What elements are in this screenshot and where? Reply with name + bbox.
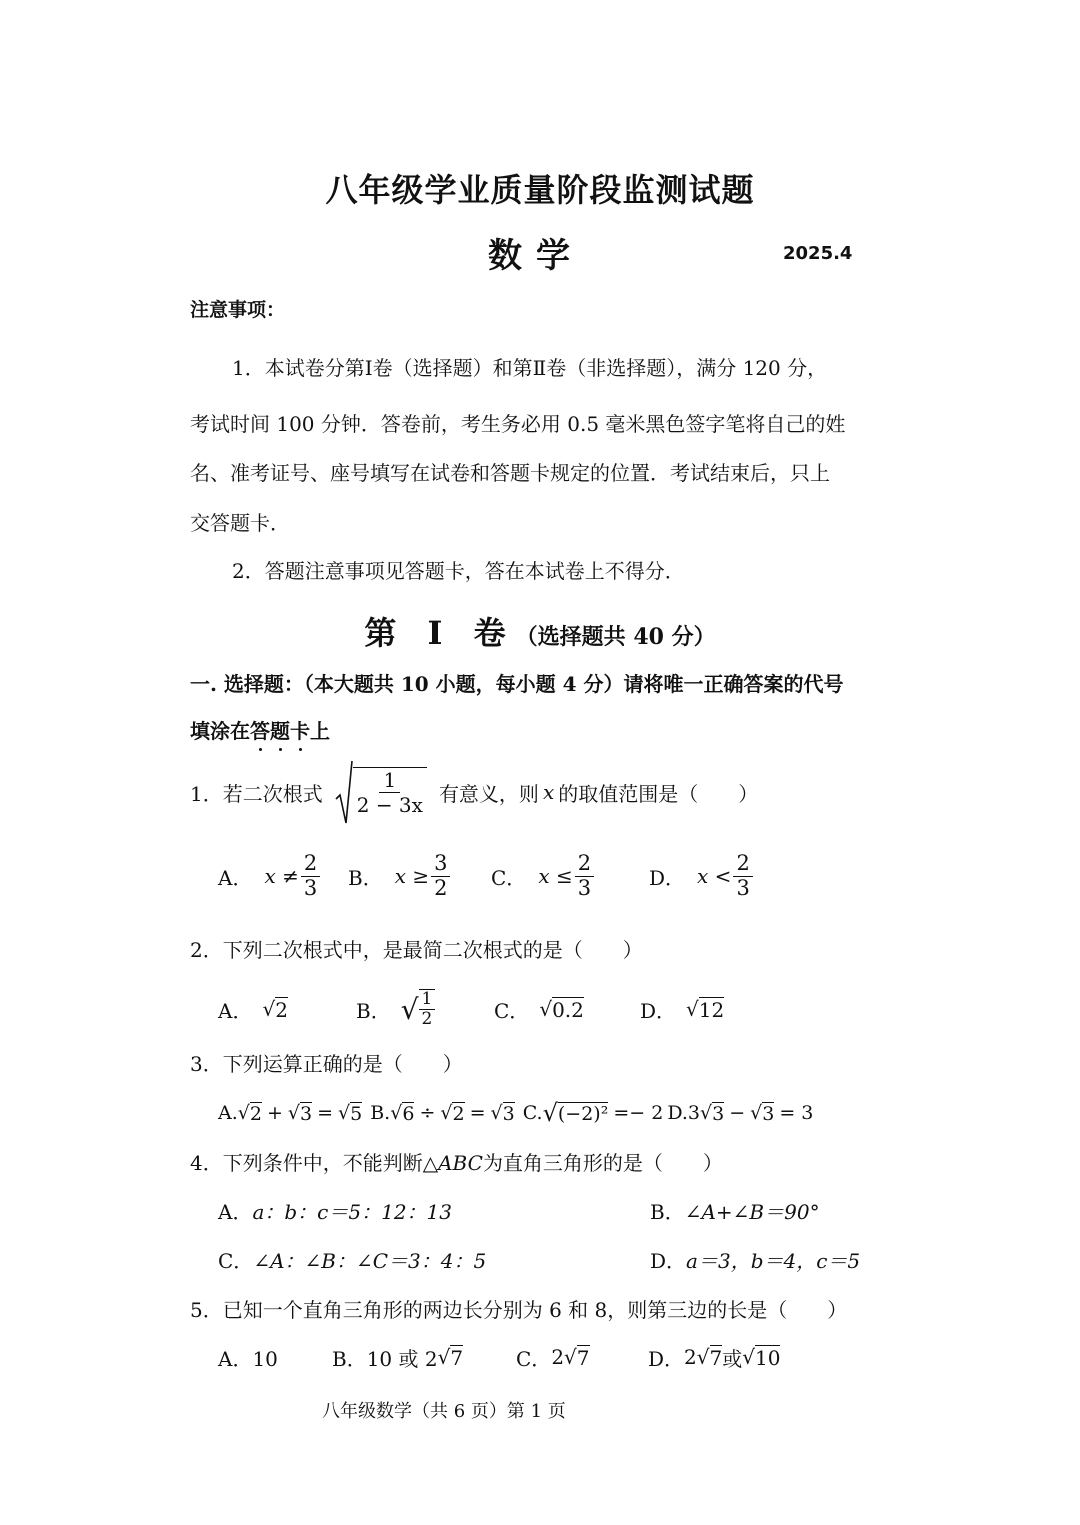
option-lhs: x ≤ [538, 864, 573, 888]
option-text: ∠A+∠B＝90° [684, 1200, 820, 1224]
q1-radicand-den: 2 − 3x [356, 793, 423, 817]
q4-option-d [650, 1245, 860, 1274]
notice-item1-line4: 交答题卡． [190, 511, 290, 535]
q4-option-a [218, 1196, 452, 1225]
option-fraction [733, 852, 752, 899]
operator: = [317, 1102, 334, 1124]
q1-option-a [218, 852, 348, 899]
q1-option-d [649, 852, 755, 899]
radicand: 3 [502, 1102, 515, 1125]
option-label: A． [218, 865, 253, 890]
option-text: ∠A：∠B：∠C＝3：4：5 [253, 1249, 487, 1273]
radicand: 5 [350, 1102, 363, 1125]
q3-option-d: D. 3 √ 3 − √ 3 = 3 [667, 1102, 814, 1125]
radicand: 0.2 [552, 997, 584, 1022]
q1-stem-b: 有意义，则 [438, 781, 539, 806]
option-text: 10 [252, 1346, 278, 1371]
radicand: 2 [275, 997, 288, 1022]
option-label: C. [522, 1102, 543, 1124]
section1-line1: 一. 选择题：（本大题共 10 小题，每小题 4 分）请将唯一正确答案的代号 [190, 672, 844, 696]
question-3: 3．下列运算正确的是（ ） [190, 1052, 463, 1076]
option-label: A． [218, 1200, 253, 1224]
operator: − [729, 1102, 746, 1124]
question-1 [190, 757, 758, 827]
q2-option-a: A． √ 2 [218, 995, 356, 1024]
q5-option-d: D． 2 √ 7 或 √ 10 [648, 1343, 780, 1372]
q5-option-c: C． 2 √ 7 [516, 1343, 648, 1372]
question-5: 5．已知一个直角三角形的两边长分别为 6 和 8，则第三边的长是（ ） [190, 1298, 848, 1322]
notice-item1-line1: 1．本试卷分第Ⅰ卷（选择题）和第Ⅱ卷（非选择题），满分 120 分， [232, 356, 828, 380]
option-fraction [431, 852, 450, 899]
q2-option-d: D． √ 12 [640, 995, 724, 1024]
frac-den: 2 [434, 875, 448, 900]
option-label: A． [218, 1346, 253, 1371]
q5-options [218, 1342, 780, 1372]
frac-den: 3 [577, 875, 592, 900]
q2-option-c: C． √ 0.2 [494, 995, 640, 1024]
q4-stem-b: 为直角三角形的是（ ） [482, 1151, 723, 1175]
operator: = [469, 1102, 486, 1124]
section1-line2-a: 填涂在 [190, 719, 250, 743]
q3-options [218, 1098, 813, 1128]
notice-item2: 2．答题注意事项见答题卡，答在本试卷上不得分． [232, 559, 685, 583]
option-label: D． [648, 1346, 685, 1371]
q1-options [218, 846, 755, 906]
operator: ÷ [419, 1102, 436, 1124]
emphasis-char: 答 [250, 719, 270, 743]
option-lhs: x ≠ [264, 864, 299, 888]
q1-stem-a: 1．若二次根式 [190, 781, 323, 806]
option-label: B． [356, 998, 391, 1023]
q5-option-b: B． 10 或 2 √ 7 [332, 1343, 516, 1372]
radicand: (−2)² [557, 1102, 609, 1125]
volume-heading [0, 608, 1080, 654]
q1-var: x [542, 780, 555, 804]
option-label: C． [218, 1249, 254, 1273]
q1-radicand [353, 767, 427, 817]
option-label: B． [332, 1346, 367, 1371]
radical-sign-icon [335, 759, 353, 825]
frac-num: 2 [575, 852, 594, 876]
option-label: A. [218, 1102, 238, 1124]
option-text: a＝3，b＝4，c＝5 [686, 1249, 861, 1273]
option-label: D. [667, 1102, 688, 1124]
radicand: 3 [712, 1102, 725, 1125]
q3-option-a: A. √ 2 + √ 3 = √ 5 [218, 1102, 363, 1125]
frac-den: 3 [303, 875, 318, 900]
exam-title: 八年级学业质量阶段监测试题 [325, 171, 755, 209]
radicand: 2 [249, 1102, 262, 1125]
q3-option-c: C. √ (−2)² =− 2 [522, 1099, 664, 1127]
radicand: 6 [402, 1102, 415, 1125]
operator: + [266, 1102, 283, 1124]
option-label: B. [370, 1102, 391, 1124]
option-label: C． [491, 865, 527, 890]
frac-num: 2 [733, 852, 752, 876]
option-label: B． [650, 1200, 685, 1224]
q4-option-c [218, 1245, 486, 1274]
radicand: 3 [762, 1102, 775, 1125]
q4-option-b [650, 1196, 820, 1225]
rest: = 3 [779, 1102, 814, 1124]
question-4 [190, 1147, 723, 1176]
q2-option-b: B． √ $\frac{1}{2}$ [356, 989, 494, 1028]
radicand-fraction [419, 989, 436, 1028]
q4-var: ABC [438, 1151, 483, 1175]
volume-title: 第 Ⅰ 卷 [364, 614, 516, 652]
option-label: A． [218, 998, 253, 1023]
q2-options [218, 984, 724, 1034]
q5-option-a [218, 1343, 332, 1372]
radicand: 7 [709, 1345, 723, 1370]
q1-stem-c: 的取值范围是（ ） [558, 781, 759, 806]
option-label: B． [348, 865, 383, 890]
option-text: 2 [551, 1345, 565, 1369]
option-fraction [301, 852, 320, 899]
radicand: 10 [755, 1345, 781, 1370]
notice-item1-line3: 名、准考证号、座号填写在试卷和答题卡规定的位置．考试结束后，只上 [190, 461, 830, 485]
option-lhs: x < [697, 864, 732, 888]
q1-option-b [348, 852, 491, 899]
option-text: 2 [684, 1345, 697, 1369]
section1-line2-b: 上 [310, 719, 330, 743]
option-label: D． [640, 998, 677, 1023]
coefficient: 3 [687, 1102, 701, 1124]
option-label: D． [649, 865, 686, 890]
q1-option-c [491, 852, 649, 899]
joiner: 或 [722, 1346, 743, 1371]
page-footer: 八年级数学（共 6 页）第 1 页 [322, 1401, 566, 1422]
frac-num: 3 [431, 852, 450, 876]
option-text: a：b：c＝5：12：13 [252, 1200, 453, 1224]
notice-heading: 注意事项： [190, 299, 286, 321]
emphasis-char: 题 [270, 719, 290, 743]
frac-num: 2 [301, 852, 320, 876]
frac-den: 2 [421, 1009, 433, 1029]
radicand: 2 [452, 1102, 465, 1125]
option-label: C． [516, 1346, 552, 1371]
notice-item1-line2: 考试时间 100 分钟．答卷前，考生务必用 0.5 毫米黑色签字笔将自己的姓 [190, 412, 846, 436]
question-2: 2．下列二次根式中，是最简二次根式的是（ ） [190, 938, 643, 962]
q1-radical [335, 759, 427, 825]
section1-line2 [190, 715, 330, 744]
volume-subtitle: （选择题共 40 分） [515, 624, 716, 650]
frac-den: 3 [736, 875, 750, 900]
option-label: C． [494, 998, 530, 1023]
option-text: 10 或 2 [366, 1346, 438, 1371]
option-fraction [575, 852, 594, 899]
exam-date: 2025.4 [783, 243, 853, 264]
emphasis-char: 卡 [290, 719, 310, 743]
subject-title: 数学 [488, 236, 584, 276]
radicand: 3 [300, 1102, 313, 1125]
radicand: 12 [698, 997, 725, 1022]
option-lhs: x ≥ [394, 864, 430, 888]
q1-radicand-num: 1 [379, 768, 400, 793]
frac-num: 1 [419, 990, 436, 1010]
radicand: 7 [576, 1345, 590, 1370]
q3-option-b: B. √ 6 ÷ √ 2 = √ 3 [370, 1102, 515, 1125]
q4-stem-a: 4．下列条件中，不能判断△ [190, 1151, 439, 1175]
rest: =− 2 [613, 1102, 664, 1124]
option-label: D． [650, 1249, 687, 1273]
radicand: 7 [450, 1345, 464, 1370]
